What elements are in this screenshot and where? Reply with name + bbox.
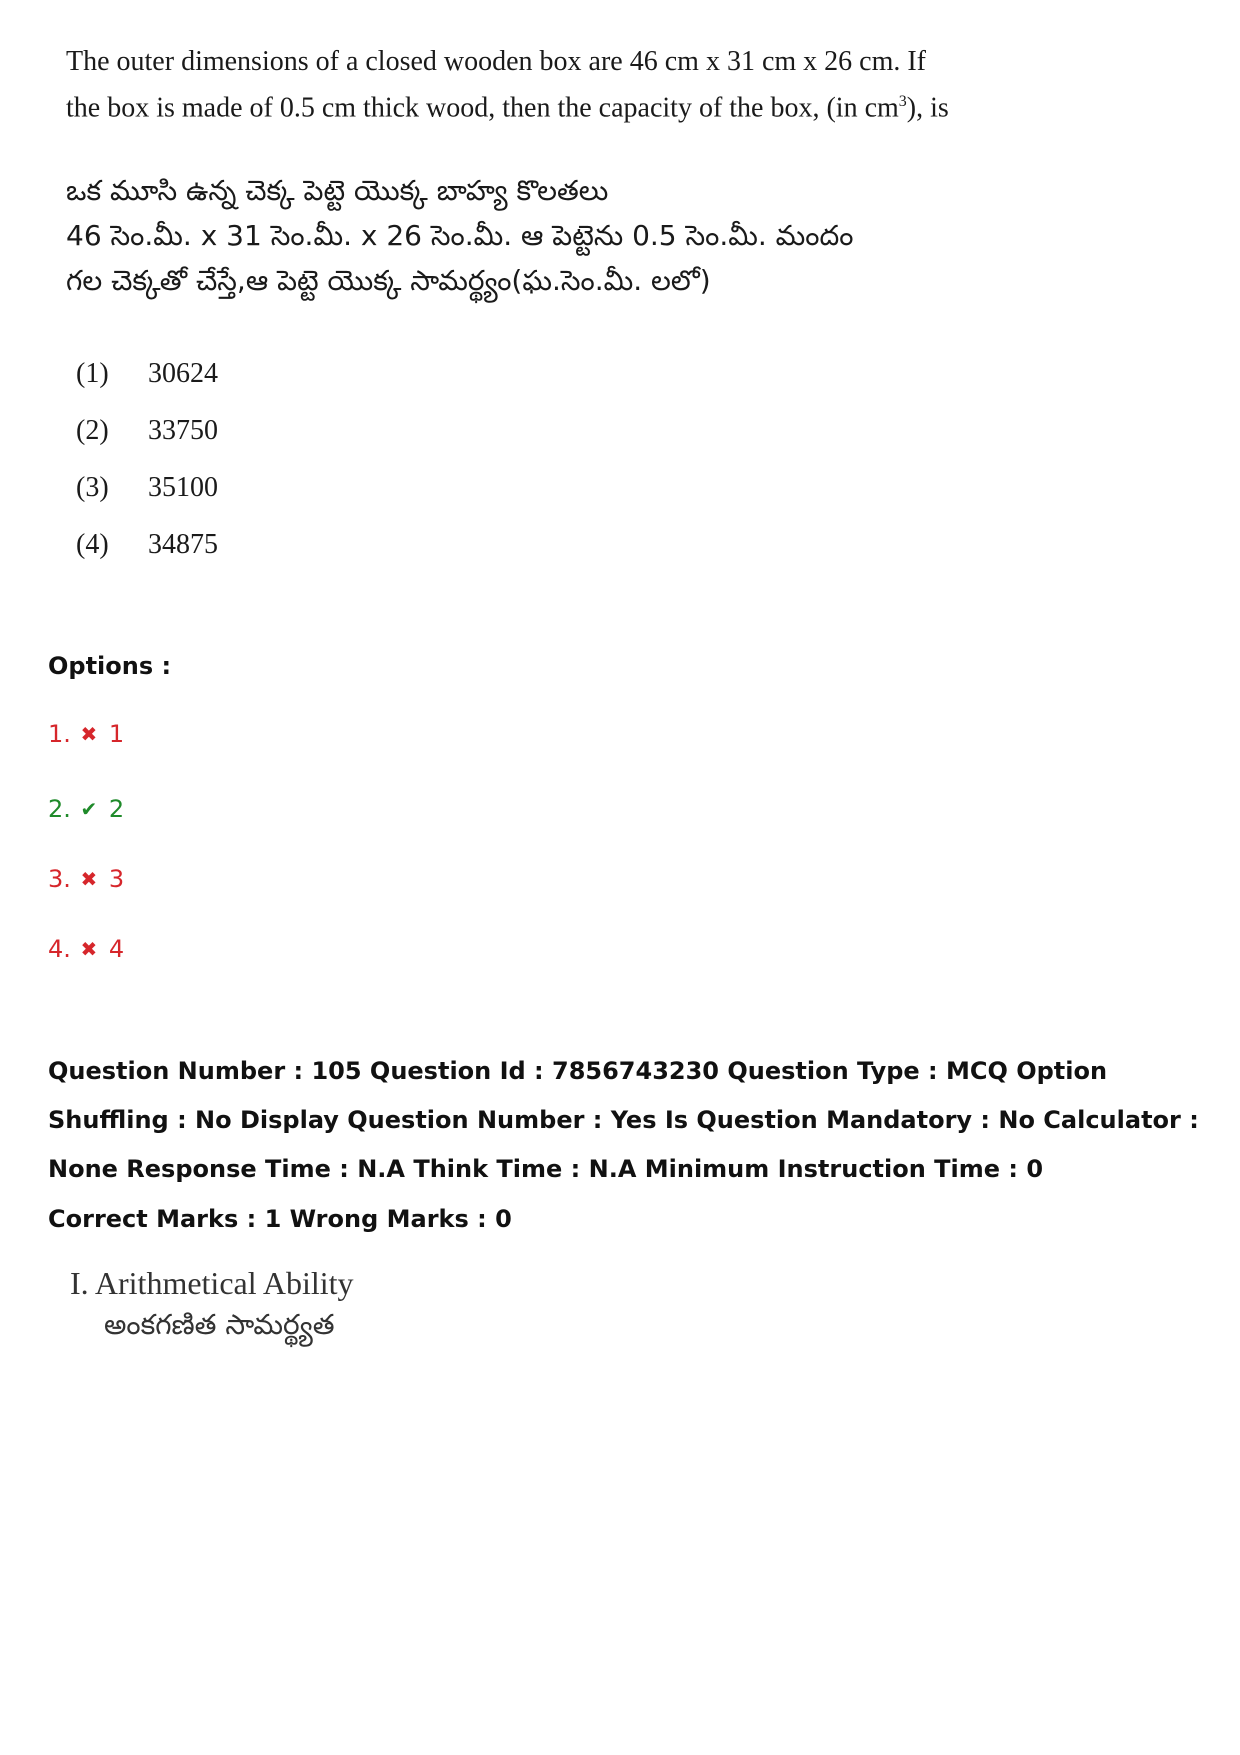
question-line-2-end: ), is bbox=[906, 92, 949, 124]
option-item-4 bbox=[48, 935, 124, 963]
section-title-english: I. Arithmetical Ability bbox=[70, 1265, 354, 1301]
section-title-telugu: అంకగణిత సామర్థ్యత bbox=[104, 1308, 335, 1341]
choice-value: 33750 bbox=[148, 414, 218, 446]
choice-index: (1) bbox=[76, 357, 109, 389]
choice-index: (3) bbox=[76, 471, 109, 503]
telugu-line-2: 46 సెం.మీ. x 31 సెం.మీ. x 26 సెం.మీ. ఆ పెట్టెను 0.5 సెం.మీ. మందం bbox=[66, 219, 854, 253]
options-heading: Options : bbox=[48, 652, 172, 680]
option-item-1 bbox=[48, 720, 124, 748]
choice-index: (2) bbox=[76, 414, 109, 446]
cross-icon: ✖ bbox=[80, 722, 98, 746]
option-number: 3. bbox=[48, 865, 71, 893]
answer-choice bbox=[66, 402, 966, 459]
unit-exponent: 3 bbox=[898, 93, 907, 110]
answer-choices bbox=[66, 345, 966, 573]
answer-choice bbox=[66, 459, 966, 516]
question-text-english bbox=[66, 42, 966, 128]
option-label: 3 bbox=[108, 865, 125, 893]
choice-value: 34875 bbox=[148, 528, 218, 560]
option-item-3 bbox=[48, 865, 124, 893]
section-label-image bbox=[70, 1262, 354, 1346]
option-number: 4. bbox=[48, 935, 71, 963]
option-number: 1. bbox=[48, 720, 71, 748]
cross-icon: ✖ bbox=[80, 937, 98, 961]
option-label: 2 bbox=[108, 795, 125, 823]
option-label: 1 bbox=[108, 720, 125, 748]
choice-index: (4) bbox=[76, 528, 109, 560]
question-text-telugu bbox=[66, 168, 966, 303]
answer-choice bbox=[66, 516, 966, 573]
option-item-2 bbox=[48, 795, 124, 823]
option-number: 2. bbox=[48, 795, 71, 823]
choice-value: 30624 bbox=[148, 357, 218, 389]
question-line-1: The outer dimensions of a closed wooden box are 46 cm x 31 cm x 26 cm. If bbox=[66, 46, 927, 77]
option-label: 4 bbox=[108, 935, 125, 963]
question-metadata: Question Number : 105 Question Id : 7856743230 Question Type : MCQ Option Shuffling : No Display Question Number : Yes Is Question Mandatory : No Calculator : None Response Time : N.A Think Time : N.A Minimum Instruction Time : 0 bbox=[48, 1057, 1199, 1183]
cross-icon: ✖ bbox=[80, 867, 98, 891]
marks-info: Correct Marks : 1 Wrong Marks : 0 bbox=[48, 1205, 512, 1233]
question-line-2: the box is made of 0.5 cm thick wood, then the capacity of the box, (in cm bbox=[66, 92, 899, 124]
choice-value: 35100 bbox=[148, 471, 218, 503]
check-icon: ✔ bbox=[80, 797, 98, 821]
telugu-line-1: ఒక మూసి ఉన్న చెక్క పెట్టె యొక్క బాహ్య కొలతలు bbox=[66, 174, 609, 208]
telugu-line-3: గల చెక్కతో చేస్తే,ఆ పెట్టె యొక్క సామర్థ్యం(ఘ.సెం.మీ. లలో) bbox=[66, 264, 711, 298]
answer-choice bbox=[66, 345, 966, 402]
question-image bbox=[66, 42, 966, 573]
